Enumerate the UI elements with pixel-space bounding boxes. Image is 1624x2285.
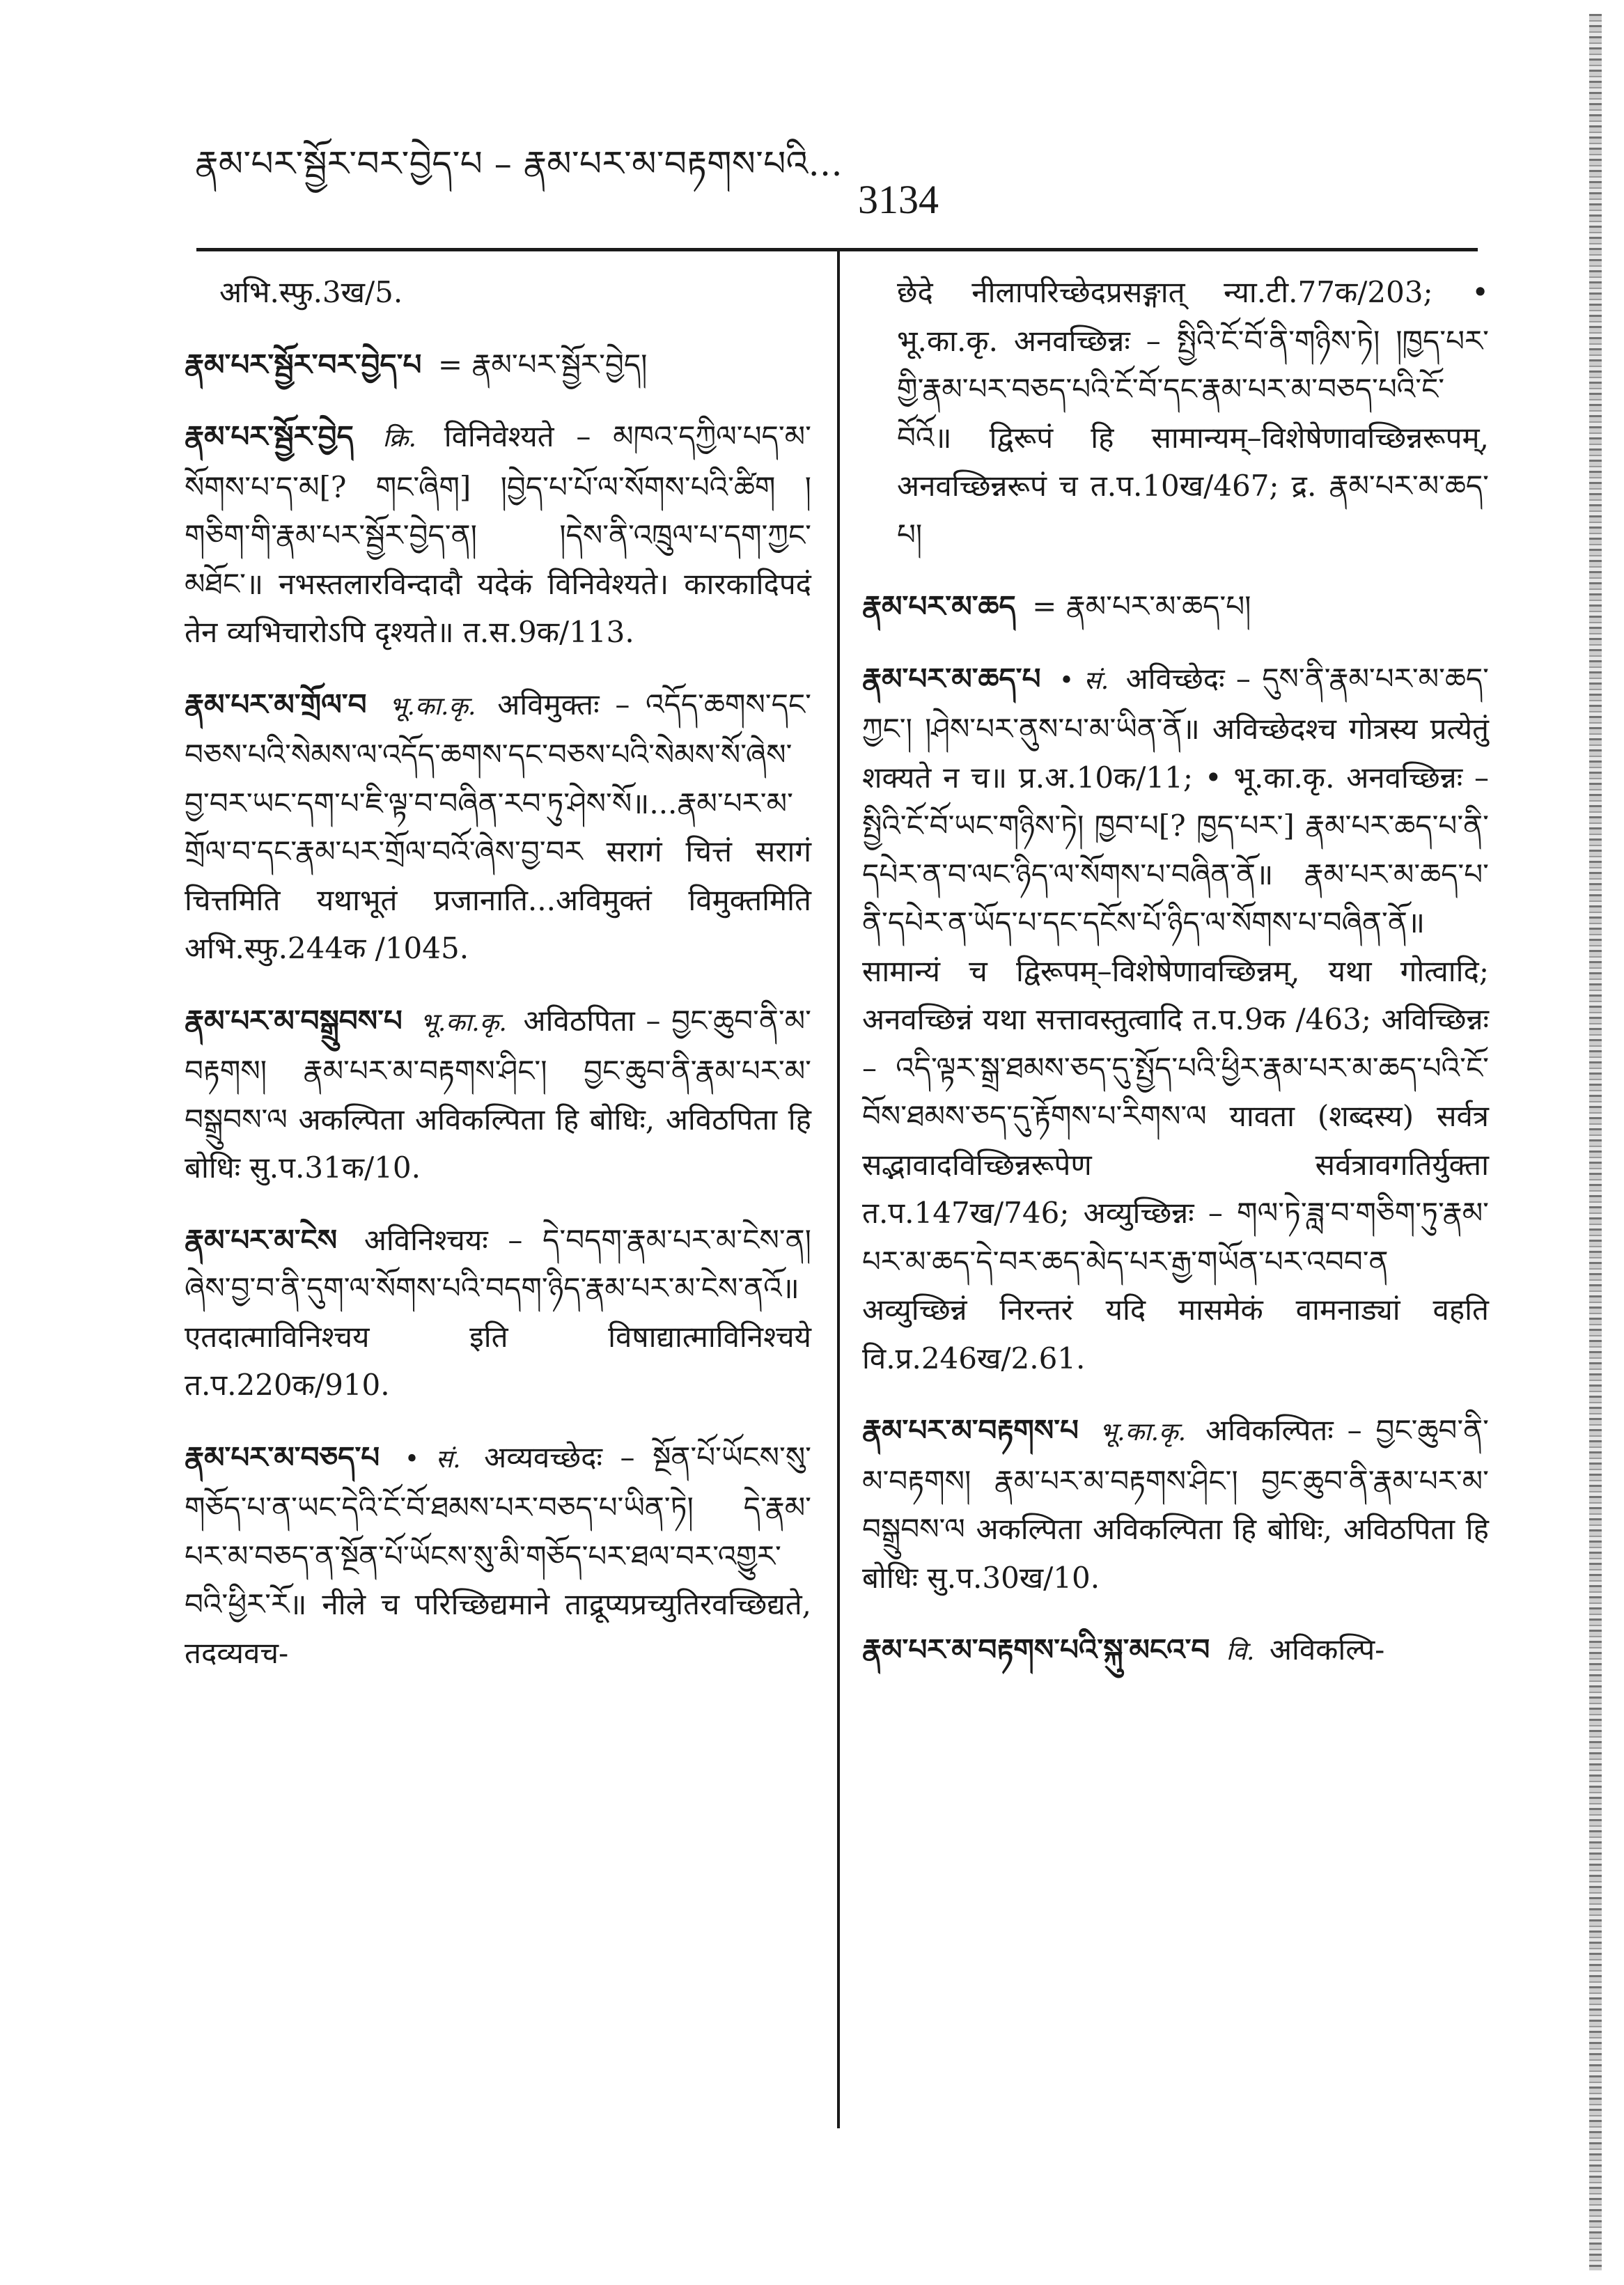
entry-body: = རྣམ་པར་མ་ཆད་པ། bbox=[1032, 589, 1251, 623]
entry-body: अविकल्पि- bbox=[1269, 1632, 1385, 1667]
entry-body: अव्यवच्छेदः – སྔོན་པོ་ཡོངས་སུ་གཅོད་པ་ན་ཡང་དེའི་ངོ་བོ་ཐམས་པར་བཅད་པ་ཡིན་ཏེ། དེ་རྣམ་པར་མ་བཅད་ན་སྔོན་པོ་ཡོངས་སུ་མི་གཅོད་པར་ཐལ་བར་འགྱུར་བའི་ཕྱིར་རོ॥ नीले च परिच्छिद्यमाने ताद्रूप्यप्रच्युतिरवच्छिद्यते, तदव्यवच- bbox=[185, 1440, 811, 1670]
dictionary-entry bbox=[185, 412, 811, 657]
entry-headword: རྣམ་པར་མ་བརྟགས་པའི་སྐུ་མངའ་བ bbox=[862, 1632, 1210, 1667]
entry-body: छेदे नीलापरिच्छेदप्रसङ्गात् न्या.टी.77क/203; • भू.का.कृ. अनवच्छिन्नः – སྤྱིའི་ངོ་བོ་ནི་གཉིས་ཏེ། །ཁྱད་པར་གྱི་རྣམ་པར་བཅད་པའི་ངོ་བོ་དང་རྣམ་པར་མ་བཅད་པའི་ངོ་བོའོ॥ द्विरूपं हि सामान्यम्–विशेषेणावच्छिन्नरूपम्, अनवच्छिन्नरूपं च त.प.10ख/467; द्र. རྣམ་པར་མ་ཆད་པ། bbox=[897, 275, 1489, 552]
grammar-tag: • सं. bbox=[404, 1444, 461, 1474]
grammar-tag: • सं. bbox=[1059, 666, 1109, 695]
entry-headword: རྣམ་པར་མ་བརྟགས་པ bbox=[862, 1413, 1079, 1447]
dictionary-entry bbox=[185, 997, 811, 1192]
grammar-tag: भू.का.कृ. bbox=[1099, 1418, 1187, 1446]
grammar-tag: भू.का.कृ. bbox=[389, 692, 476, 721]
entry-body: अविच्छेदः – དུས་ནི་རྣམ་པར་མ་ཆད་ཀྱང་། །ཤེས་པར་ནུས་པ་མ་ཡིན་ནོ॥ अविच्छेदश्च गोत्रस्य प्रत्येतुं शक्यते न च॥ प्र.अ.10क/11; • भू.का.कृ. अनवच्छिन्नः – སྤྱིའི་ངོ་བོ་ཡང་གཉིས་ཏེ། ཁྱབ་པ[? ཁྱད་པར་] རྣམ་པར་ཆད་པ་ནི་དཔེར་ན་བ་ལང་ཉིད་ལ་སོགས་པ་བཞིན་ནོ॥ རྣམ་པར་མ་ཆད་པ་ནི་དཔེར་ན་ཡོད་པ་དང་དངོས་པོ་ཉིད་ལ་སོགས་པ་བཞིན་ནོ॥ सामान्यं च द्विरूपम्–विशेषेणावच्छिन्नम्, यथा गोत्वादि; अनवच्छिन्नं यथा सत्तावस्तुत्वादि त.प.9क /463; अविच्छिन्नः – འདི་ལྟར་སྒྲ་ཐམས་ཅད་དུ་སྤྱོད་པའི་ཕྱིར་རྣམ་པར་མ་ཆད་པའི་ངོ་བོས་ཐམས་ཅད་དུ་རྟོགས་པ་རིགས་ལ यावता (शब्दस्य) सर्वत्र सद्भावादविच्छिन्नरूपेण सर्वत्रावगतिर्युक्ता त.प.147ख/746; अव्युच्छिन्नः – གལ་ཏེ་ཟླ་བ་གཅིག་ཏུ་རྣམ་པར་མ་ཆད་དེ་བར་ཆད་མེད་པར་རྒྱ་གཡོན་པར་འབབ་ན अव्युच्छिन्नं निरन्तरं यदि मासमेकं वामनाड्यां वहति वि.प्र.246ख/2.61. bbox=[862, 661, 1490, 1375]
entry-body: अविकल्पितः – བྱང་ཆུབ་ནི་མ་བརྟགས། རྣམ་པར་མ་བརྟགས་ཤིང་། བྱང་ཆུབ་ནི་རྣམ་པར་མ་བསྒྲུབས་ལ अकल्पिता अविकल्पिता हि बोधिः, अविठपिता हि बोधिः सु.प.30ख/10. bbox=[862, 1413, 1489, 1595]
entry-body: अभि.स्फु.3ख/5. bbox=[219, 275, 403, 309]
right-column bbox=[862, 268, 1489, 1700]
dictionary-entry bbox=[862, 582, 1489, 631]
dictionary-entry bbox=[185, 341, 811, 389]
running-header bbox=[195, 139, 1490, 223]
page-edge bbox=[1589, 14, 1602, 2270]
entry-body: = རྣམ་པར་སྦྱོར་བྱེད། bbox=[437, 347, 648, 382]
dictionary-entry bbox=[185, 1433, 811, 1678]
entry-headword: རྣམ་པར་མ་ཆད་པ bbox=[862, 661, 1041, 696]
entry-headword: རྣམ་པར་མ་བསྒྲུབས་པ bbox=[185, 1003, 403, 1038]
entry-body: अविठपिता – བྱང་ཆུབ་ནི་མ་བརྟགས། རྣམ་པར་མ་བརྟགས་ཤིང་། བྱང་ཆུབ་ནི་རྣམ་པར་མ་བསྒྲུབས་ལ अकल्पिता अविकल्पिता हि बोधिः, अविठपिता हि बोधिः सु.प.31क/10. bbox=[185, 1003, 811, 1185]
dictionary-entry bbox=[185, 1216, 811, 1410]
entry-headword: རྣམ་པར་སྦྱོར་བྱེད bbox=[185, 419, 354, 453]
entry-headword: རྣམ་པར་སྦྱོར་བར་བྱེད་པ bbox=[185, 347, 422, 382]
entry-body: विनिवेश्यते – མཁའ་དཀྱིལ་པད་མ་སོགས་པ་ད་མ[? གང་ཞིག] །བྱེད་པ་པོ་ལ་སོགས་པའི་ཚིག །གཅིག་གི་རྣམ་པར་སྦྱོར་བྱེད་ན། །དེས་ནི་འཁྲུལ་པ་དག་ཀྱང་མཐོང་॥ नभस्तलारविन्दादौ यदेकं विनिवेश्यते। कारकादिपदं तेन व्यभिचारोऽपि दृश्यते॥ त.स.9क/113. bbox=[185, 419, 811, 649]
left-column bbox=[185, 268, 811, 1701]
entry-headword: རྣམ་པར་མ་ཆད bbox=[862, 589, 1016, 623]
grammar-tag: क्रि. bbox=[382, 424, 416, 453]
dictionary-entry bbox=[185, 268, 811, 317]
entry-body: अविनिश्चयः – དེ་བདག་རྣམ་པར་མ་ངེས་ན། ཞེས་བྱ་བ་ནི་དུག་ལ་སོགས་པའི་བདག་ཉིད་རྣམ་པར་མ་ངེས་ནའོ॥ एतदात्माविनिश्चय इति विषाद्यात्माविनिश्चये त.प.220क/910. bbox=[185, 1222, 811, 1402]
entry-headword: རྣམ་པར་མ་བཅད་པ bbox=[185, 1440, 380, 1474]
entry-headword: རྣམ་པར་མ་གྲོལ་བ bbox=[185, 687, 367, 722]
dictionary-entry bbox=[862, 268, 1489, 559]
entry-headword: རྣམ་པར་མ་ངེས bbox=[185, 1222, 338, 1257]
grammar-tag: वि. bbox=[1226, 1637, 1255, 1666]
dictionary-entry bbox=[185, 680, 811, 973]
entry-body: अविमुक्तः – འདོད་ཆགས་དང་བཅས་པའི་སེམས་ལ་འདོད་ཆགས་དང་བཅས་པའི་སེམས་སོ་ཞེས་བྱ་བར་ཡང་དག་པ་ཇི་ལྟ་བ་བཞིན་རབ་ཏུ་ཤེས་སོ॥...རྣམ་པར་མ་གྲོལ་བ་དང་རྣམ་པར་གྲོལ་བའོ་ཞེས་བྱ་བར सरागं चित्तं सरागं चित्तमिति यथाभूतं प्रजानाति...अविमुक्तं विमुक्तमिति अभि.स्फु.244क /1045. bbox=[185, 687, 811, 965]
dictionary-entry bbox=[862, 1406, 1489, 1602]
header-title: རྣམ་པར་སྦྱོར་བར་བྱེད་པ – རྣམ་པར་མ་བརྟགས་པའི... bbox=[195, 143, 843, 184]
column-divider bbox=[837, 248, 840, 2128]
dictionary-entry bbox=[862, 1625, 1489, 1676]
page-number: 3134 bbox=[857, 177, 939, 222]
grammar-tag: भू.का.कृ. bbox=[420, 1008, 507, 1037]
dictionary-entry bbox=[862, 655, 1489, 1383]
